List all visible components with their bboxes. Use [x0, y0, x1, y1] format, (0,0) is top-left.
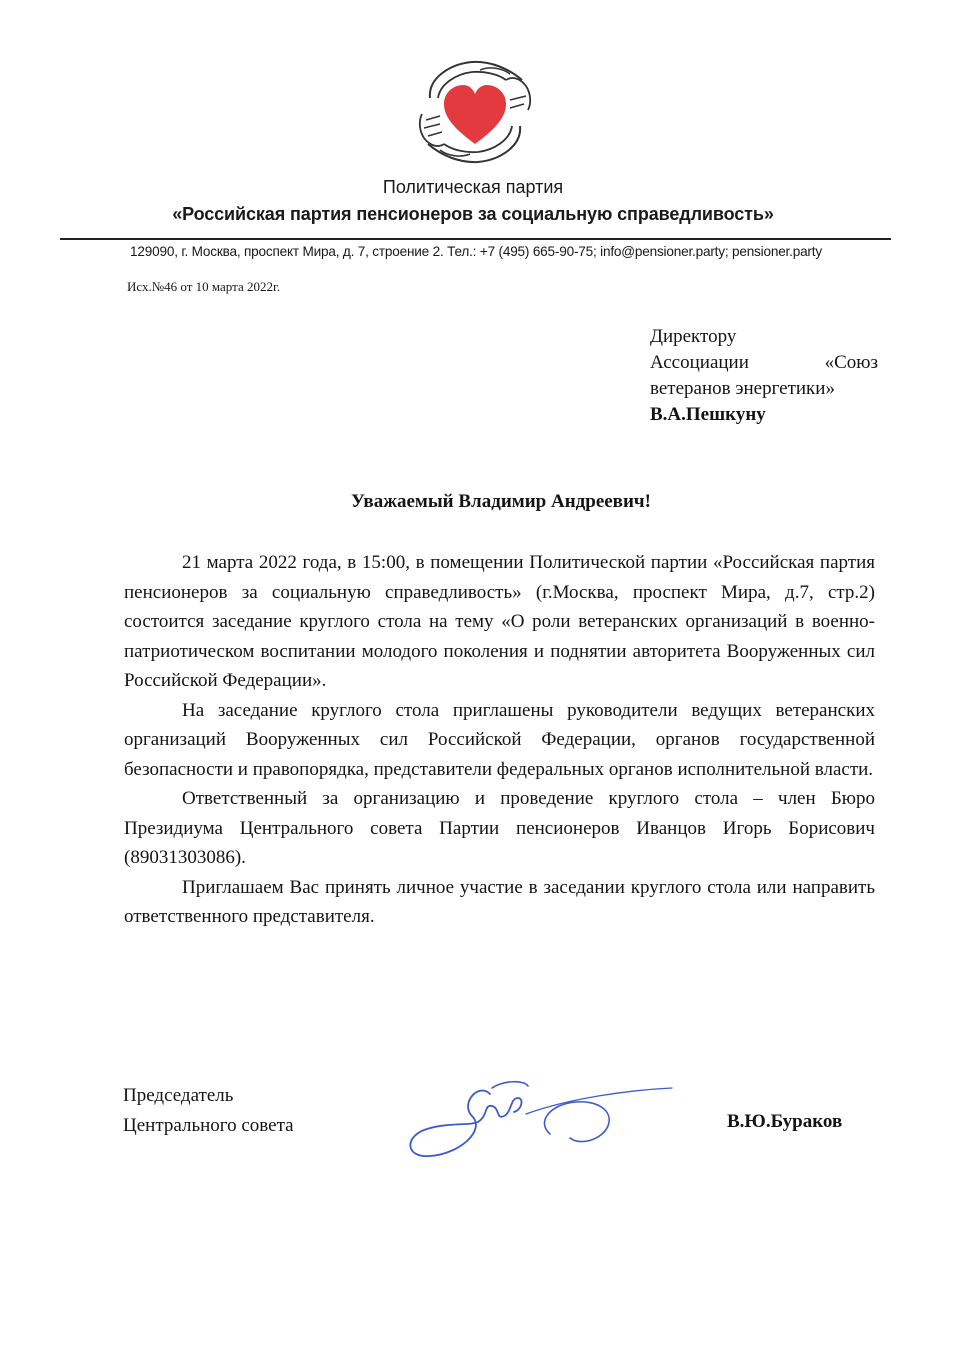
paragraph: Приглашаем Вас принять личное участие в заседании круглого стола или направить ответственного представителя.	[124, 876, 875, 927]
salutation: Уважаемый Владимир Андреевич!	[351, 491, 651, 512]
paragraph: 21 марта 2022 года, в 15:00, в помещении Политической партии «Российская партия пенсионеров за социальную справедливость» (г.Москва, проспект Мира, д.7, стр.2) состоится заседание круглого стола на тему «О роли ветеранских организаций в военно-патриотическом воспитании молодого поколения и поднятии авторитета Вооруженных сил Российской Федерации».	[124, 552, 875, 691]
organization-type: Политическая партия	[382, 177, 564, 197]
signatory-title-line-2: Центрального совета	[123, 1115, 294, 1136]
signatory-title-line-1: Председатель	[123, 1085, 234, 1106]
recipient-line-3: ветеранов энергетики»	[650, 378, 835, 399]
paragraph: На заседание круглого стола приглашены руководители ведущих ветеранских организаций Вооруженных сил Российской Федерации, органов государственной безопасности и правопорядка, представители федеральных органов исполнительной власти.	[124, 699, 875, 780]
organization-address: 129090, г. Москва, проспект Мира, д. 7, строение 2. Тел.: +7 (495) 665-90-75; info@pensioner.party; pensioner.party	[130, 244, 822, 259]
heart-in-hands-icon	[410, 58, 540, 166]
recipient-name: В.А.Пешкуну	[650, 404, 766, 425]
handwritten-signature	[400, 1074, 680, 1166]
header-divider	[60, 238, 891, 240]
outgoing-reference: Исх.№46 от 10 марта 2022г.	[127, 279, 281, 294]
paragraph: Ответственный за организацию и проведение круглого стола – член Бюро Президиума Центрального совета Партии пенсионеров Иванцов Игорь Борисович (89031303086).	[124, 788, 875, 868]
organization-name: «Российская партия пенсионеров за социальную справедливость»	[172, 204, 774, 224]
recipient-line-1: Директору	[650, 326, 737, 347]
recipient-line-2: Ассоциации «Союз	[650, 352, 878, 373]
letter-body	[124, 548, 875, 932]
recipient-block	[650, 324, 878, 428]
signatory-name: В.Ю.Бураков	[727, 1111, 843, 1132]
signatory-title	[123, 1081, 294, 1141]
